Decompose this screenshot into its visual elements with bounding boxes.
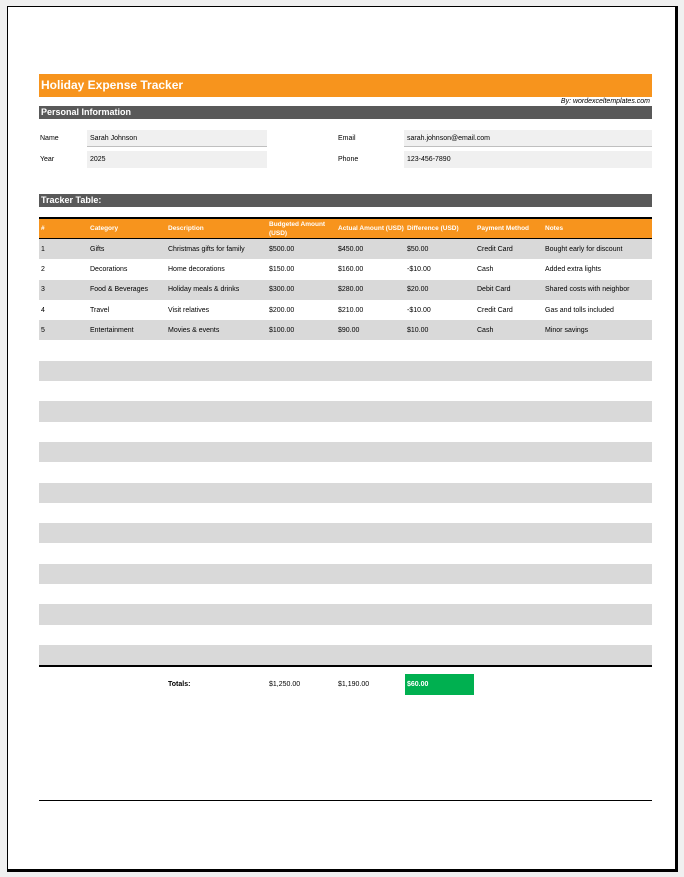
cell-difference[interactable]: $20.00 — [407, 286, 429, 294]
worksheet-page — [7, 6, 678, 872]
cell-difference[interactable]: $10.00 — [407, 326, 429, 334]
cell-description[interactable]: Holiday meals & drinks — [168, 286, 240, 294]
footer-divider — [39, 800, 652, 801]
cell-payment-method[interactable]: Cash — [477, 265, 494, 273]
cell-category[interactable]: Gifts — [90, 245, 105, 253]
document-title: Holiday Expense Tracker — [39, 74, 652, 97]
table-bottom-border — [39, 665, 652, 667]
table-row[interactable] — [39, 300, 652, 320]
empty-table-row[interactable] — [39, 543, 652, 563]
table-row[interactable] — [39, 280, 652, 300]
empty-table-row[interactable] — [39, 503, 652, 523]
empty-table-row[interactable] — [39, 442, 652, 462]
cell-actual[interactable]: $90.00 — [338, 326, 360, 334]
cell-notes[interactable]: Minor savings — [545, 326, 589, 334]
tracker-table — [39, 217, 652, 667]
cell-payment-method[interactable]: Debit Card — [477, 286, 511, 294]
cell-category[interactable]: Entertainment — [90, 326, 134, 334]
cell-description[interactable]: Home decorations — [168, 265, 225, 273]
table-row[interactable] — [39, 239, 652, 259]
cell-notes[interactable]: Bought early for discount — [545, 245, 623, 253]
table-header-row — [39, 217, 652, 239]
empty-table-row[interactable] — [39, 483, 652, 503]
col-header-category: Category — [90, 225, 119, 232]
name-field[interactable]: Sarah Johnson — [87, 130, 267, 147]
cell-number[interactable]: 1 — [41, 245, 45, 253]
empty-table-row[interactable] — [39, 462, 652, 482]
email-label: Email — [338, 135, 356, 142]
col-header-actual: Actual Amount (USD) — [338, 225, 404, 232]
cell-budgeted[interactable]: $300.00 — [269, 286, 295, 294]
cell-description[interactable]: Visit relatives — [168, 306, 210, 314]
name-label: Name — [40, 135, 59, 142]
cell-difference[interactable]: $50.00 — [407, 245, 429, 253]
col-header-budgeted: Budgeted Amount (USD) — [269, 220, 326, 237]
empty-table-row[interactable] — [39, 564, 652, 584]
tracker-table-header: Tracker Table: — [39, 194, 652, 207]
empty-table-row[interactable] — [39, 584, 652, 604]
cell-category[interactable]: Food & Beverages — [90, 286, 148, 294]
empty-table-row[interactable] — [39, 523, 652, 543]
credit-link[interactable]: By: wordexceltemplates.com — [560, 98, 650, 105]
total-budgeted: $1,250.00 — [269, 681, 301, 688]
cell-payment-method[interactable]: Credit Card — [477, 306, 513, 314]
cell-number[interactable]: 2 — [41, 265, 45, 273]
empty-table-row[interactable] — [39, 645, 652, 665]
empty-table-row[interactable] — [39, 604, 652, 624]
empty-table-row[interactable] — [39, 381, 652, 401]
empty-table-row[interactable] — [39, 625, 652, 645]
col-header-difference: Difference (USD) — [407, 225, 459, 232]
year-field[interactable]: 2025 — [87, 151, 267, 168]
year-label: Year — [40, 156, 55, 163]
email-field[interactable]: sarah.johnson@email.com — [404, 130, 652, 147]
cell-budgeted[interactable]: $200.00 — [269, 306, 295, 314]
table-row[interactable] — [39, 259, 652, 279]
cell-payment-method[interactable]: Cash — [477, 326, 494, 334]
table-body — [39, 239, 652, 665]
cell-budgeted[interactable]: $100.00 — [269, 326, 295, 334]
cell-difference[interactable]: -$10.00 — [407, 306, 431, 314]
col-header-notes: Notes — [545, 225, 564, 232]
total-actual: $1,190.00 — [338, 681, 370, 688]
cell-number[interactable]: 4 — [41, 306, 45, 314]
cell-notes[interactable]: Gas and tolls included — [545, 306, 614, 314]
cell-payment-method[interactable]: Credit Card — [477, 245, 513, 253]
cell-budgeted[interactable]: $500.00 — [269, 245, 295, 253]
cell-actual[interactable]: $450.00 — [338, 245, 364, 253]
empty-table-row[interactable] — [39, 422, 652, 442]
phone-field[interactable]: 123-456-7890 — [404, 151, 652, 168]
cell-actual[interactable]: $210.00 — [338, 306, 364, 314]
cell-actual[interactable]: $160.00 — [338, 265, 364, 273]
empty-table-row[interactable] — [39, 401, 652, 421]
table-row[interactable] — [39, 320, 652, 340]
cell-description[interactable]: Christmas gifts for family — [168, 245, 245, 253]
cell-category[interactable]: Travel — [90, 306, 110, 314]
cell-difference[interactable]: -$10.00 — [407, 265, 431, 273]
totals-row — [39, 674, 652, 695]
cell-budgeted[interactable]: $150.00 — [269, 265, 295, 273]
total-difference: $60.00 — [405, 674, 474, 695]
col-header-description: Description — [168, 225, 204, 232]
personal-info-header: Personal Information — [39, 106, 652, 119]
cell-notes[interactable]: Added extra lights — [545, 265, 602, 273]
totals-label: Totals: — [168, 681, 191, 688]
empty-table-row[interactable] — [39, 340, 652, 360]
col-header-number: # — [41, 225, 45, 232]
cell-number[interactable]: 5 — [41, 326, 45, 334]
cell-category[interactable]: Decorations — [90, 265, 128, 273]
phone-label: Phone — [338, 156, 359, 163]
cell-description[interactable]: Movies & events — [168, 326, 220, 334]
cell-number[interactable]: 3 — [41, 286, 45, 294]
cell-actual[interactable]: $280.00 — [338, 286, 364, 294]
cell-notes[interactable]: Shared costs with neighbor — [545, 286, 630, 294]
empty-table-row[interactable] — [39, 361, 652, 381]
col-header-payment: Payment Method — [477, 225, 530, 232]
